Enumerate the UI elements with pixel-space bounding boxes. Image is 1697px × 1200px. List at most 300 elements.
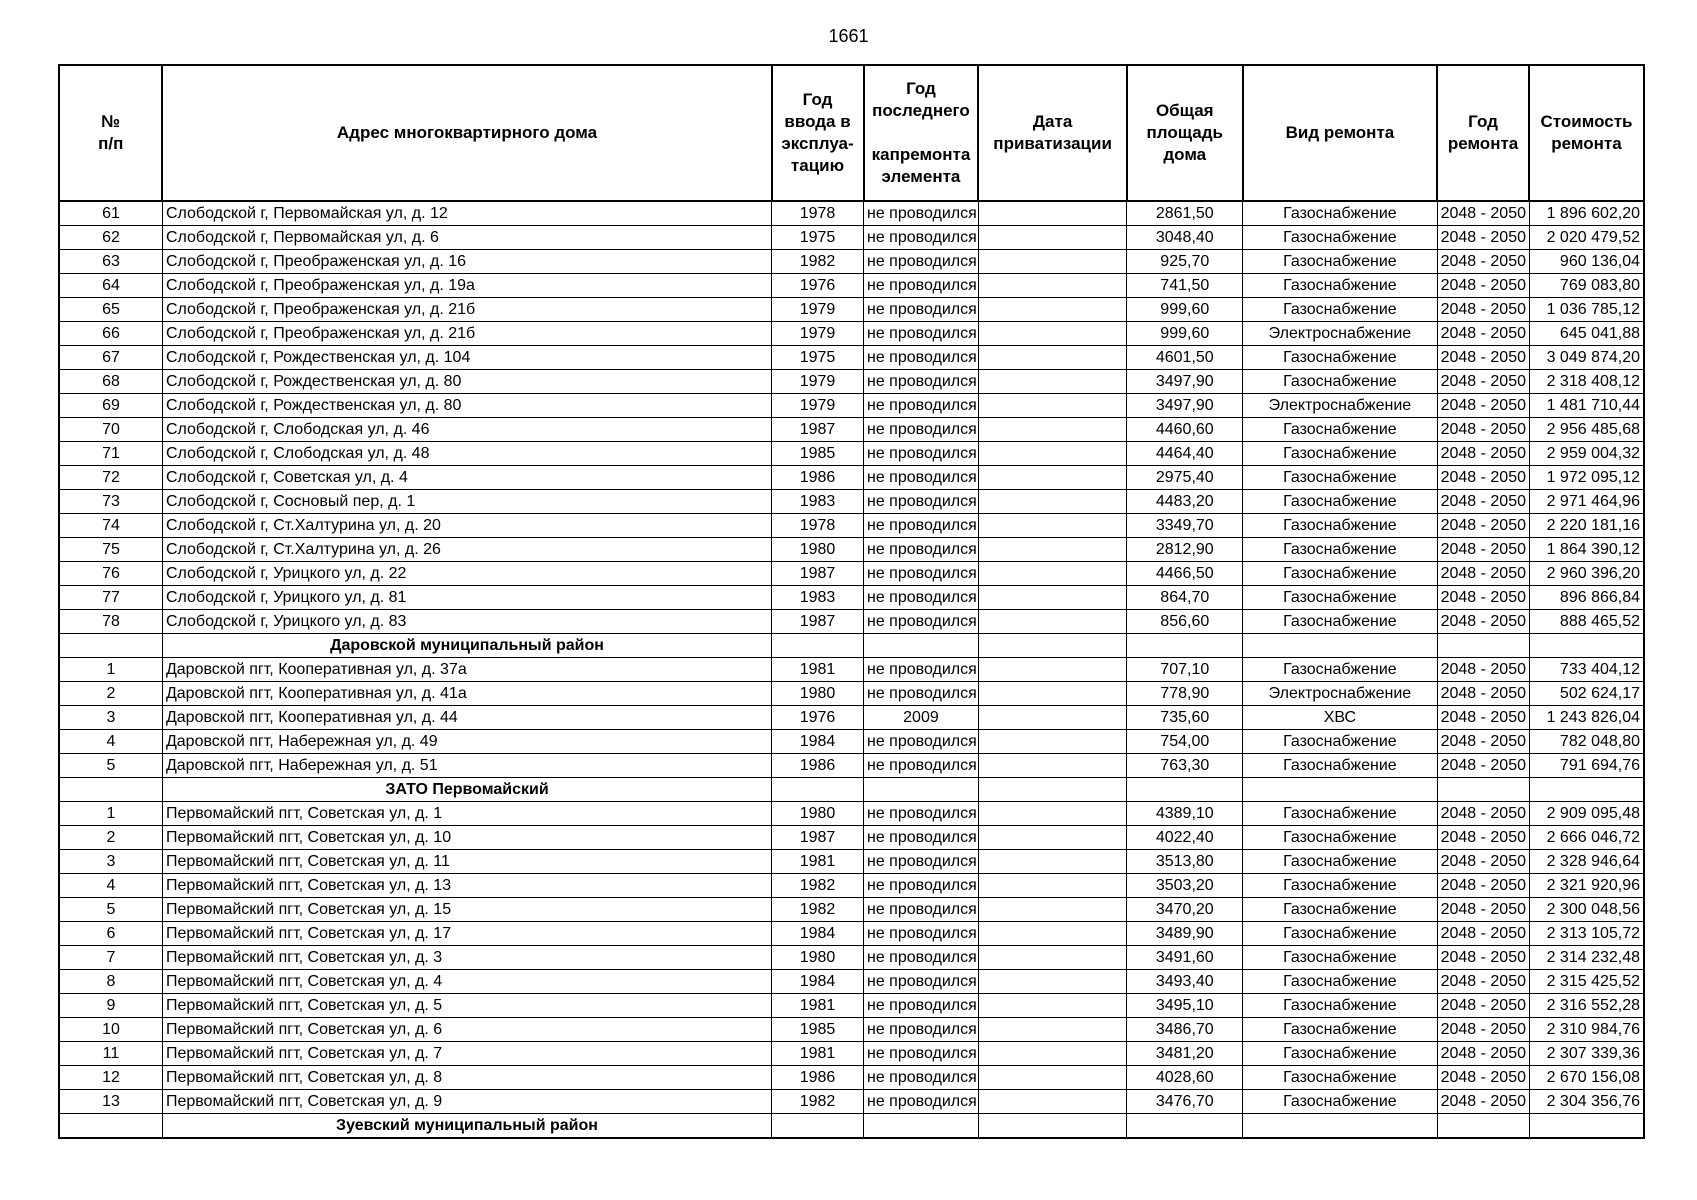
cell-num: 72 (59, 466, 162, 490)
cell-area: 3513,80 (1127, 850, 1243, 874)
table-row (59, 1042, 1644, 1066)
table-row (59, 442, 1644, 466)
cell-cost: 2 315 425,52 (1529, 970, 1644, 994)
cell-year: 1984 (772, 730, 864, 754)
cell-address: Слободской г, Преображенская ул, д. 21б (162, 322, 771, 346)
cell-cost: 2 310 984,76 (1529, 1018, 1644, 1042)
cell-repair-type: Газоснабжение (1243, 370, 1437, 394)
cell-last-repair: не проводился (864, 946, 979, 970)
cell-privatization (978, 730, 1126, 754)
cell-privatization (978, 778, 1126, 802)
cell-address: Первомайский пгт, Советская ул, д. 5 (162, 994, 771, 1018)
cell-year: 1987 (772, 826, 864, 850)
cell-address: Слободской г, Советская ул, д. 4 (162, 466, 771, 490)
cell-last-repair: не проводился (864, 514, 979, 538)
cell-area (1127, 778, 1243, 802)
cell-num: 6 (59, 922, 162, 946)
cell-cost: 2 316 552,28 (1529, 994, 1644, 1018)
table-row (59, 730, 1644, 754)
cell-area: 4464,40 (1127, 442, 1243, 466)
table-row (59, 562, 1644, 586)
cell-repair-type: Газоснабжение (1243, 994, 1437, 1018)
cell-repair-year: 2048 - 2050 (1437, 514, 1529, 538)
cell-cost: 2 670 156,08 (1529, 1066, 1644, 1090)
cell-year: 1983 (772, 490, 864, 514)
cell-privatization (978, 898, 1126, 922)
cell-cost: 769 083,80 (1529, 274, 1644, 298)
cell-num: 2 (59, 682, 162, 706)
cell-last-repair: не проводился (864, 970, 979, 994)
cell-last-repair: не проводился (864, 1042, 979, 1066)
cell-privatization (978, 970, 1126, 994)
cell-last-repair: не проводился (864, 274, 979, 298)
cell-year: 1980 (772, 802, 864, 826)
cell-area: 4483,20 (1127, 490, 1243, 514)
cell-repair-type: Газоснабжение (1243, 346, 1437, 370)
table-row (59, 1090, 1644, 1114)
cell-num: 12 (59, 1066, 162, 1090)
cell-privatization (978, 922, 1126, 946)
cell-last-repair: 2009 (864, 706, 979, 730)
cell-address: Слободской г, Преображенская ул, д. 21б (162, 298, 771, 322)
cell-last-repair: не проводился (864, 802, 979, 826)
cell-privatization (978, 250, 1126, 274)
table-row (59, 802, 1644, 826)
cell-repair-year: 2048 - 2050 (1437, 562, 1529, 586)
cell-area: 707,10 (1127, 658, 1243, 682)
table-row (59, 586, 1644, 610)
cell-last-repair: не проводился (864, 730, 979, 754)
section-title: Даровской муниципальный район (162, 634, 771, 658)
cell-cost: 3 049 874,20 (1529, 346, 1644, 370)
cell-year: 1986 (772, 466, 864, 490)
cell-area: 856,60 (1127, 610, 1243, 634)
table-row (59, 682, 1644, 706)
cell-last-repair: не проводился (864, 226, 979, 250)
cell-repair-type: Газоснабжение (1243, 754, 1437, 778)
cell-repair-year: 2048 - 2050 (1437, 1066, 1529, 1090)
cell-address: Первомайский пгт, Советская ул, д. 17 (162, 922, 771, 946)
cell-privatization (978, 346, 1126, 370)
cell-area: 4601,50 (1127, 346, 1243, 370)
cell-last-repair: не проводился (864, 562, 979, 586)
cell-last-repair: не проводился (864, 490, 979, 514)
cell-area: 3503,20 (1127, 874, 1243, 898)
cell-last-repair: не проводился (864, 586, 979, 610)
cell-repair-type: Газоснабжение (1243, 658, 1437, 682)
cell-area: 2975,40 (1127, 466, 1243, 490)
table-row (59, 754, 1644, 778)
cell-last-repair: не проводился (864, 994, 979, 1018)
table-row (59, 610, 1644, 634)
cell-privatization (978, 1018, 1126, 1042)
cell-last-repair: не проводился (864, 298, 979, 322)
cell-address: Даровской пгт, Кооперативная ул, д. 44 (162, 706, 771, 730)
cell-cost (1529, 634, 1644, 658)
cell-last-repair: не проводился (864, 538, 979, 562)
cell-privatization (978, 634, 1126, 658)
cell-area: 999,60 (1127, 298, 1243, 322)
cell-repair-type: Газоснабжение (1243, 586, 1437, 610)
cell-cost: 2 314 232,48 (1529, 946, 1644, 970)
cell-cost: 2 909 095,48 (1529, 802, 1644, 826)
cell-repair-year: 2048 - 2050 (1437, 370, 1529, 394)
table-row (59, 970, 1644, 994)
cell-area: 3470,20 (1127, 898, 1243, 922)
cell-cost (1529, 1114, 1644, 1139)
table-row (59, 466, 1644, 490)
cell-privatization (978, 826, 1126, 850)
section-row (59, 778, 1644, 802)
cell-area: 999,60 (1127, 322, 1243, 346)
cell-cost: 2 318 408,12 (1529, 370, 1644, 394)
cell-last-repair: не проводился (864, 658, 979, 682)
cell-privatization (978, 802, 1126, 826)
cell-area: 3495,10 (1127, 994, 1243, 1018)
table-body (59, 201, 1644, 1138)
table-row (59, 994, 1644, 1018)
cell-address: Первомайский пгт, Советская ул, д. 11 (162, 850, 771, 874)
cell-num (59, 634, 162, 658)
cell-area: 3497,90 (1127, 370, 1243, 394)
cell-num: 78 (59, 610, 162, 634)
header-address: Адрес многоквартирного дома (162, 65, 771, 201)
cell-repair-type (1243, 778, 1437, 802)
repair-schedule-table (58, 64, 1645, 1139)
cell-cost: 1 036 785,12 (1529, 298, 1644, 322)
cell-last-repair: не проводился (864, 922, 979, 946)
cell-last-repair: не проводился (864, 370, 979, 394)
table-row (59, 850, 1644, 874)
cell-area: 3481,20 (1127, 1042, 1243, 1066)
cell-privatization (978, 201, 1126, 226)
cell-repair-year: 2048 - 2050 (1437, 970, 1529, 994)
table-row (59, 922, 1644, 946)
cell-cost (1529, 778, 1644, 802)
cell-repair-year: 2048 - 2050 (1437, 274, 1529, 298)
cell-address: Слободской г, Урицкого ул, д. 81 (162, 586, 771, 610)
cell-repair-year: 2048 - 2050 (1437, 322, 1529, 346)
cell-repair-year: 2048 - 2050 (1437, 442, 1529, 466)
cell-repair-year: 2048 - 2050 (1437, 490, 1529, 514)
cell-privatization (978, 1114, 1126, 1139)
cell-address: Первомайский пгт, Советская ул, д. 7 (162, 1042, 771, 1066)
cell-area: 3497,90 (1127, 394, 1243, 418)
cell-repair-year: 2048 - 2050 (1437, 922, 1529, 946)
cell-repair-type: Газоснабжение (1243, 610, 1437, 634)
cell-repair-year: 2048 - 2050 (1437, 394, 1529, 418)
section-title: ЗАТО Первомайский (162, 778, 771, 802)
cell-area: 2861,50 (1127, 201, 1243, 226)
cell-address: Слободской г, Рождественская ул, д. 80 (162, 394, 771, 418)
cell-year: 1979 (772, 394, 864, 418)
cell-num: 69 (59, 394, 162, 418)
cell-address: Слободской г, Рождественская ул, д. 104 (162, 346, 771, 370)
cell-area: 4389,10 (1127, 802, 1243, 826)
cell-repair-type: Газоснабжение (1243, 1042, 1437, 1066)
cell-year: 1985 (772, 1018, 864, 1042)
cell-cost: 791 694,76 (1529, 754, 1644, 778)
cell-repair-type: Электроснабжение (1243, 682, 1437, 706)
cell-cost: 896 866,84 (1529, 586, 1644, 610)
cell-last-repair: не проводился (864, 682, 979, 706)
cell-area (1127, 1114, 1243, 1139)
cell-repair-year (1437, 778, 1529, 802)
cell-num: 61 (59, 201, 162, 226)
cell-area: 864,70 (1127, 586, 1243, 610)
cell-year: 1976 (772, 706, 864, 730)
cell-year: 1985 (772, 442, 864, 466)
cell-repair-year: 2048 - 2050 (1437, 898, 1529, 922)
cell-repair-type: Газоснабжение (1243, 1090, 1437, 1114)
header-privatization: Дата приватизации (978, 65, 1126, 201)
table-row (59, 490, 1644, 514)
section-row (59, 634, 1644, 658)
header-cost: Стоимость ремонта (1529, 65, 1644, 201)
cell-address: Слободской г, Урицкого ул, д. 22 (162, 562, 771, 586)
cell-last-repair: не проводился (864, 610, 979, 634)
cell-repair-year: 2048 - 2050 (1437, 994, 1529, 1018)
cell-year: 1981 (772, 658, 864, 682)
cell-repair-type: Газоснабжение (1243, 490, 1437, 514)
cell-year (772, 1114, 864, 1139)
cell-num: 71 (59, 442, 162, 466)
cell-num: 4 (59, 730, 162, 754)
table-row (59, 538, 1644, 562)
cell-cost: 2 304 356,76 (1529, 1090, 1644, 1114)
cell-address: Слободской г, Сосновый пер, д. 1 (162, 490, 771, 514)
cell-repair-year (1437, 634, 1529, 658)
cell-num (59, 1114, 162, 1139)
cell-year: 1981 (772, 850, 864, 874)
cell-last-repair (864, 634, 979, 658)
cell-year: 1987 (772, 562, 864, 586)
cell-repair-type: Газоснабжение (1243, 850, 1437, 874)
cell-last-repair: не проводился (864, 250, 979, 274)
cell-address: Первомайский пгт, Советская ул, д. 6 (162, 1018, 771, 1042)
cell-num: 63 (59, 250, 162, 274)
table-row (59, 874, 1644, 898)
cell-address: Первомайский пгт, Советская ул, д. 8 (162, 1066, 771, 1090)
cell-area: 763,30 (1127, 754, 1243, 778)
cell-repair-type: Газоснабжение (1243, 802, 1437, 826)
header-year-built: Год ввода в эксплуа- тацию (772, 65, 864, 201)
cell-cost: 888 465,52 (1529, 610, 1644, 634)
cell-last-repair: не проводился (864, 322, 979, 346)
cell-cost: 1 481 710,44 (1529, 394, 1644, 418)
cell-address: Слободской г, Первомайская ул, д. 12 (162, 201, 771, 226)
table-header (59, 65, 1644, 201)
cell-area: 3493,40 (1127, 970, 1243, 994)
cell-repair-year: 2048 - 2050 (1437, 346, 1529, 370)
cell-repair-type: Газоснабжение (1243, 514, 1437, 538)
cell-address: Слободской г, Слободская ул, д. 48 (162, 442, 771, 466)
cell-address: Первомайский пгт, Советская ул, д. 1 (162, 802, 771, 826)
cell-cost: 2 666 046,72 (1529, 826, 1644, 850)
cell-last-repair: не проводился (864, 442, 979, 466)
cell-repair-year: 2048 - 2050 (1437, 418, 1529, 442)
cell-address: Даровской пгт, Набережная ул, д. 51 (162, 754, 771, 778)
cell-year: 1981 (772, 994, 864, 1018)
cell-privatization (978, 442, 1126, 466)
cell-num: 9 (59, 994, 162, 1018)
cell-repair-type: Газоснабжение (1243, 250, 1437, 274)
table-row (59, 298, 1644, 322)
table-row (59, 826, 1644, 850)
table-row (59, 274, 1644, 298)
header-num: № п/п (59, 65, 162, 201)
cell-area: 3476,70 (1127, 1090, 1243, 1114)
cell-year: 1981 (772, 1042, 864, 1066)
cell-area: 4460,60 (1127, 418, 1243, 442)
cell-last-repair: не проводился (864, 1018, 979, 1042)
cell-last-repair: не проводился (864, 1090, 979, 1114)
cell-cost: 2 321 920,96 (1529, 874, 1644, 898)
cell-area: 778,90 (1127, 682, 1243, 706)
cell-num: 62 (59, 226, 162, 250)
cell-area: 4028,60 (1127, 1066, 1243, 1090)
cell-year: 1984 (772, 970, 864, 994)
table-row (59, 706, 1644, 730)
cell-num: 66 (59, 322, 162, 346)
cell-address: Первомайский пгт, Советская ул, д. 3 (162, 946, 771, 970)
cell-cost: 1 896 602,20 (1529, 201, 1644, 226)
section-title: Зуевский муниципальный район (162, 1114, 771, 1139)
cell-cost: 2 956 485,68 (1529, 418, 1644, 442)
cell-cost: 502 624,17 (1529, 682, 1644, 706)
table-row (59, 346, 1644, 370)
cell-num: 77 (59, 586, 162, 610)
cell-repair-year: 2048 - 2050 (1437, 610, 1529, 634)
cell-address: Слободской г, Преображенская ул, д. 19а (162, 274, 771, 298)
cell-year: 1978 (772, 514, 864, 538)
cell-repair-type: Газоснабжение (1243, 201, 1437, 226)
cell-address: Слободской г, Ст.Халтурина ул, д. 20 (162, 514, 771, 538)
cell-num: 68 (59, 370, 162, 394)
table-row (59, 898, 1644, 922)
cell-address: Слободской г, Преображенская ул, д. 16 (162, 250, 771, 274)
cell-num: 65 (59, 298, 162, 322)
cell-address: Слободской г, Ст.Халтурина ул, д. 26 (162, 538, 771, 562)
cell-cost: 1 972 095,12 (1529, 466, 1644, 490)
cell-repair-year: 2048 - 2050 (1437, 586, 1529, 610)
cell-year: 1982 (772, 874, 864, 898)
header-repair-type: Вид ремонта (1243, 65, 1437, 201)
cell-repair-type: Газоснабжение (1243, 562, 1437, 586)
table-row (59, 370, 1644, 394)
cell-last-repair (864, 778, 979, 802)
cell-address: Первомайский пгт, Советская ул, д. 4 (162, 970, 771, 994)
table-row (59, 1066, 1644, 1090)
cell-repair-type: Газоснабжение (1243, 466, 1437, 490)
cell-repair-year: 2048 - 2050 (1437, 754, 1529, 778)
cell-year: 1975 (772, 226, 864, 250)
cell-last-repair (864, 1114, 979, 1139)
cell-area: 2812,90 (1127, 538, 1243, 562)
cell-year: 1979 (772, 298, 864, 322)
cell-year: 1979 (772, 322, 864, 346)
cell-repair-year: 2048 - 2050 (1437, 658, 1529, 682)
cell-last-repair: не проводился (864, 754, 979, 778)
cell-cost: 645 041,88 (1529, 322, 1644, 346)
cell-repair-type (1243, 634, 1437, 658)
cell-repair-year: 2048 - 2050 (1437, 946, 1529, 970)
cell-privatization (978, 514, 1126, 538)
cell-year: 1987 (772, 610, 864, 634)
cell-repair-type: Газоснабжение (1243, 898, 1437, 922)
cell-num: 75 (59, 538, 162, 562)
cell-area: 3489,90 (1127, 922, 1243, 946)
cell-cost: 2 960 396,20 (1529, 562, 1644, 586)
cell-area: 735,60 (1127, 706, 1243, 730)
cell-cost: 2 959 004,32 (1529, 442, 1644, 466)
cell-num: 5 (59, 898, 162, 922)
cell-repair-type: Газоснабжение (1243, 418, 1437, 442)
cell-repair-year: 2048 - 2050 (1437, 1090, 1529, 1114)
cell-privatization (978, 394, 1126, 418)
cell-last-repair: не проводился (864, 850, 979, 874)
cell-year: 1982 (772, 250, 864, 274)
cell-area: 3491,60 (1127, 946, 1243, 970)
cell-num: 64 (59, 274, 162, 298)
cell-year: 1982 (772, 1090, 864, 1114)
cell-year: 1986 (772, 1066, 864, 1090)
cell-num: 3 (59, 706, 162, 730)
cell-repair-type: Газоснабжение (1243, 298, 1437, 322)
cell-area: 4022,40 (1127, 826, 1243, 850)
table-row (59, 250, 1644, 274)
header-repair-year: Год ремонта (1437, 65, 1529, 201)
cell-num: 7 (59, 946, 162, 970)
cell-last-repair: не проводился (864, 826, 979, 850)
cell-repair-type: Газоснабжение (1243, 730, 1437, 754)
cell-repair-year: 2048 - 2050 (1437, 538, 1529, 562)
cell-privatization (978, 682, 1126, 706)
table-row (59, 946, 1644, 970)
cell-cost: 2 328 946,64 (1529, 850, 1644, 874)
cell-privatization (978, 610, 1126, 634)
cell-cost: 1 243 826,04 (1529, 706, 1644, 730)
cell-num: 70 (59, 418, 162, 442)
cell-year: 1984 (772, 922, 864, 946)
cell-address: Слободской г, Первомайская ул, д. 6 (162, 226, 771, 250)
cell-year: 1980 (772, 946, 864, 970)
cell-repair-type: Газоснабжение (1243, 946, 1437, 970)
cell-cost: 2 020 479,52 (1529, 226, 1644, 250)
cell-cost: 2 220 181,16 (1529, 514, 1644, 538)
section-row (59, 1114, 1644, 1139)
cell-privatization (978, 586, 1126, 610)
cell-num: 67 (59, 346, 162, 370)
cell-year: 1982 (772, 898, 864, 922)
cell-last-repair: не проводился (864, 418, 979, 442)
cell-year: 1987 (772, 418, 864, 442)
cell-cost: 782 048,80 (1529, 730, 1644, 754)
cell-privatization (978, 1042, 1126, 1066)
cell-repair-type: Газоснабжение (1243, 1018, 1437, 1042)
cell-last-repair: не проводился (864, 394, 979, 418)
cell-address: Даровской пгт, Кооперативная ул, д. 37а (162, 658, 771, 682)
cell-year: 1986 (772, 754, 864, 778)
cell-num (59, 778, 162, 802)
cell-privatization (978, 298, 1126, 322)
cell-last-repair: не проводился (864, 201, 979, 226)
cell-area (1127, 634, 1243, 658)
cell-area: 3349,70 (1127, 514, 1243, 538)
cell-repair-year: 2048 - 2050 (1437, 298, 1529, 322)
cell-area: 4466,50 (1127, 562, 1243, 586)
cell-privatization (978, 874, 1126, 898)
